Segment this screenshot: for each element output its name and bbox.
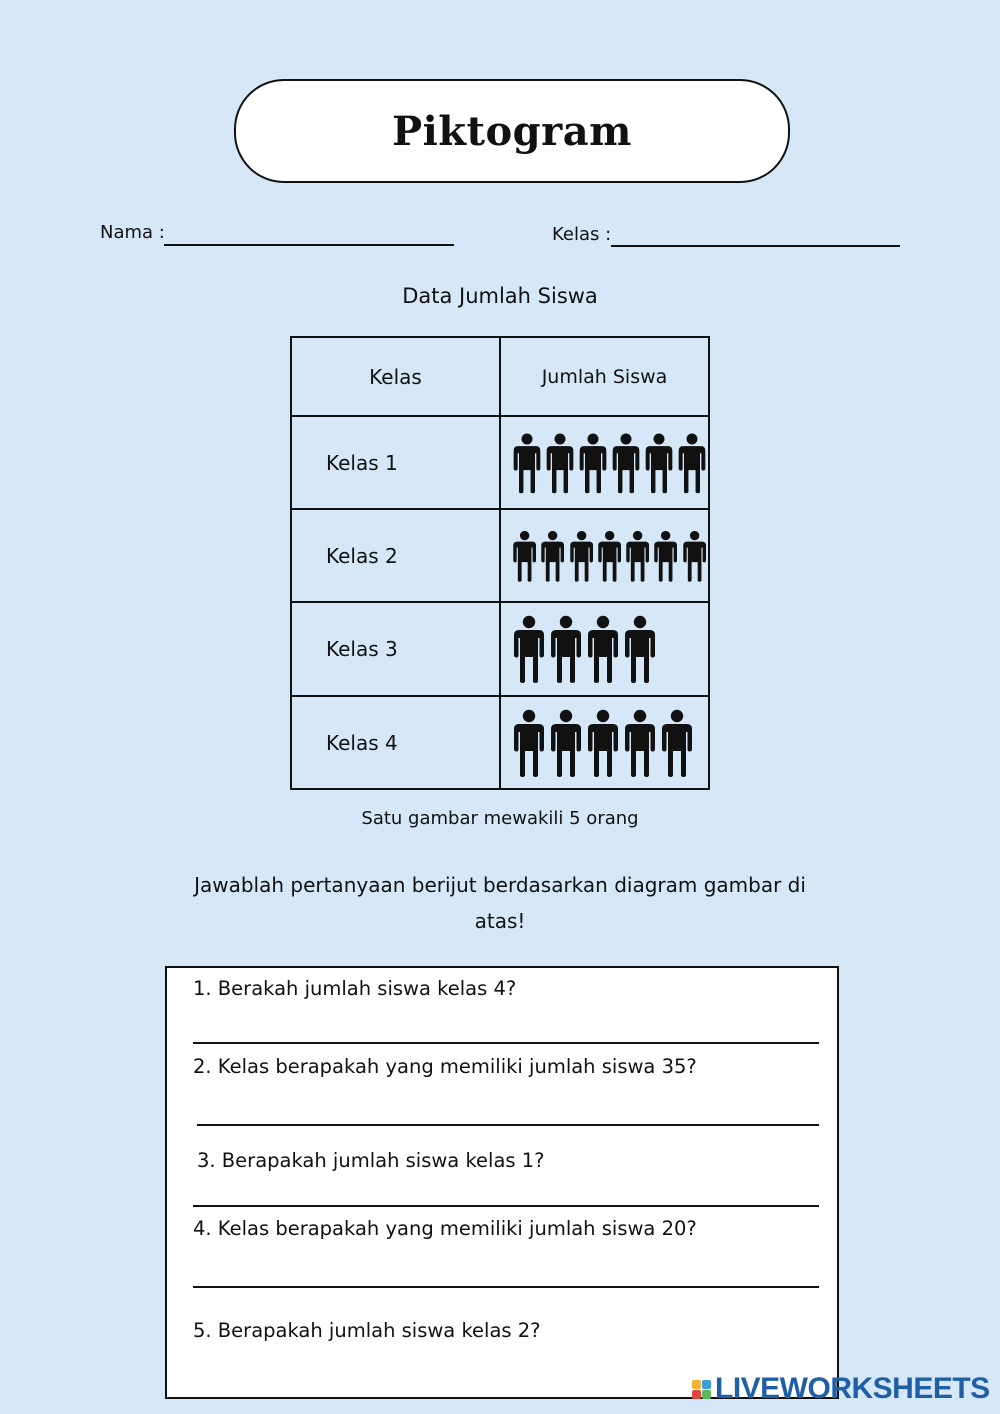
person-icon [568, 522, 595, 590]
row-label: Kelas 2 [291, 509, 500, 602]
answer-line-2[interactable] [197, 1124, 819, 1126]
person-icon [624, 522, 651, 590]
person-icon [577, 429, 609, 497]
liveworksheets-watermark [692, 1372, 990, 1406]
table-row [291, 509, 709, 602]
question-5: 5. Berapakah jumlah siswa kelas 2? [193, 1319, 541, 1342]
logo-square [702, 1390, 711, 1399]
table-header-row [291, 337, 709, 416]
person-icon [610, 429, 642, 497]
kelas-label: Kelas : [552, 224, 612, 245]
person-icon [544, 429, 576, 497]
table-caption: Data Jumlah Siswa [402, 284, 598, 308]
page-title: Piktogram [392, 107, 632, 155]
person-icon [622, 615, 658, 683]
person-icon-group [501, 709, 708, 777]
logo-square [702, 1380, 711, 1389]
nama-label: Nama : [100, 222, 165, 243]
answer-line-1[interactable] [193, 1042, 819, 1044]
person-icon [511, 522, 538, 590]
icon-cell [500, 509, 709, 602]
icon-cell [500, 416, 709, 509]
question-3: 3. Berapakah jumlah siswa kelas 1? [197, 1149, 545, 1172]
question-4: 4. Kelas berapakah yang memiliki jumlah siswa 20? [193, 1217, 697, 1240]
person-icon [681, 522, 708, 590]
icon-cell [500, 696, 709, 789]
person-icon-group [501, 615, 708, 683]
header-kelas: Kelas [291, 337, 500, 416]
row-label: Kelas 1 [291, 416, 500, 509]
person-icon [511, 429, 543, 497]
logo-square [692, 1390, 701, 1399]
question-1: 1. Berakah jumlah siswa kelas 4? [193, 977, 517, 1000]
answer-line-3[interactable] [193, 1205, 819, 1207]
liveworksheets-logo-icon [692, 1380, 711, 1399]
nama-input-line[interactable] [164, 244, 454, 246]
person-icon [548, 615, 584, 683]
person-icon [652, 522, 679, 590]
person-icon [539, 522, 566, 590]
person-icon-group [501, 429, 708, 497]
person-icon [511, 709, 547, 777]
icon-cell [500, 602, 709, 696]
person-icon [585, 709, 621, 777]
instruction-text: Jawablah pertanyaan berijut berdasarkan diagram gambar di atas! [194, 873, 806, 933]
table-row [291, 696, 709, 789]
person-icon [511, 615, 547, 683]
person-icon [659, 709, 695, 777]
person-icon [643, 429, 675, 497]
person-icon-group [501, 522, 708, 590]
logo-square [692, 1380, 701, 1389]
header-jumlah-siswa: Jumlah Siswa [500, 337, 709, 416]
row-label: Kelas 3 [291, 602, 500, 696]
pictogram-table [290, 336, 710, 790]
person-icon [676, 429, 708, 497]
kelas-input-line[interactable] [611, 245, 900, 247]
table-row [291, 602, 709, 696]
title-box [234, 79, 790, 183]
person-icon [622, 709, 658, 777]
answer-line-4[interactable] [193, 1286, 819, 1288]
person-icon [585, 615, 621, 683]
person-icon [548, 709, 584, 777]
question-2: 2. Kelas berapakah yang memiliki jumlah siswa 35? [193, 1055, 697, 1078]
legend-note: Satu gambar mewakili 5 orang [361, 808, 639, 829]
row-label: Kelas 4 [291, 696, 500, 789]
person-icon [596, 522, 623, 590]
watermark-text: LIVEWORKSHEETS [715, 1372, 990, 1405]
table-row [291, 416, 709, 509]
